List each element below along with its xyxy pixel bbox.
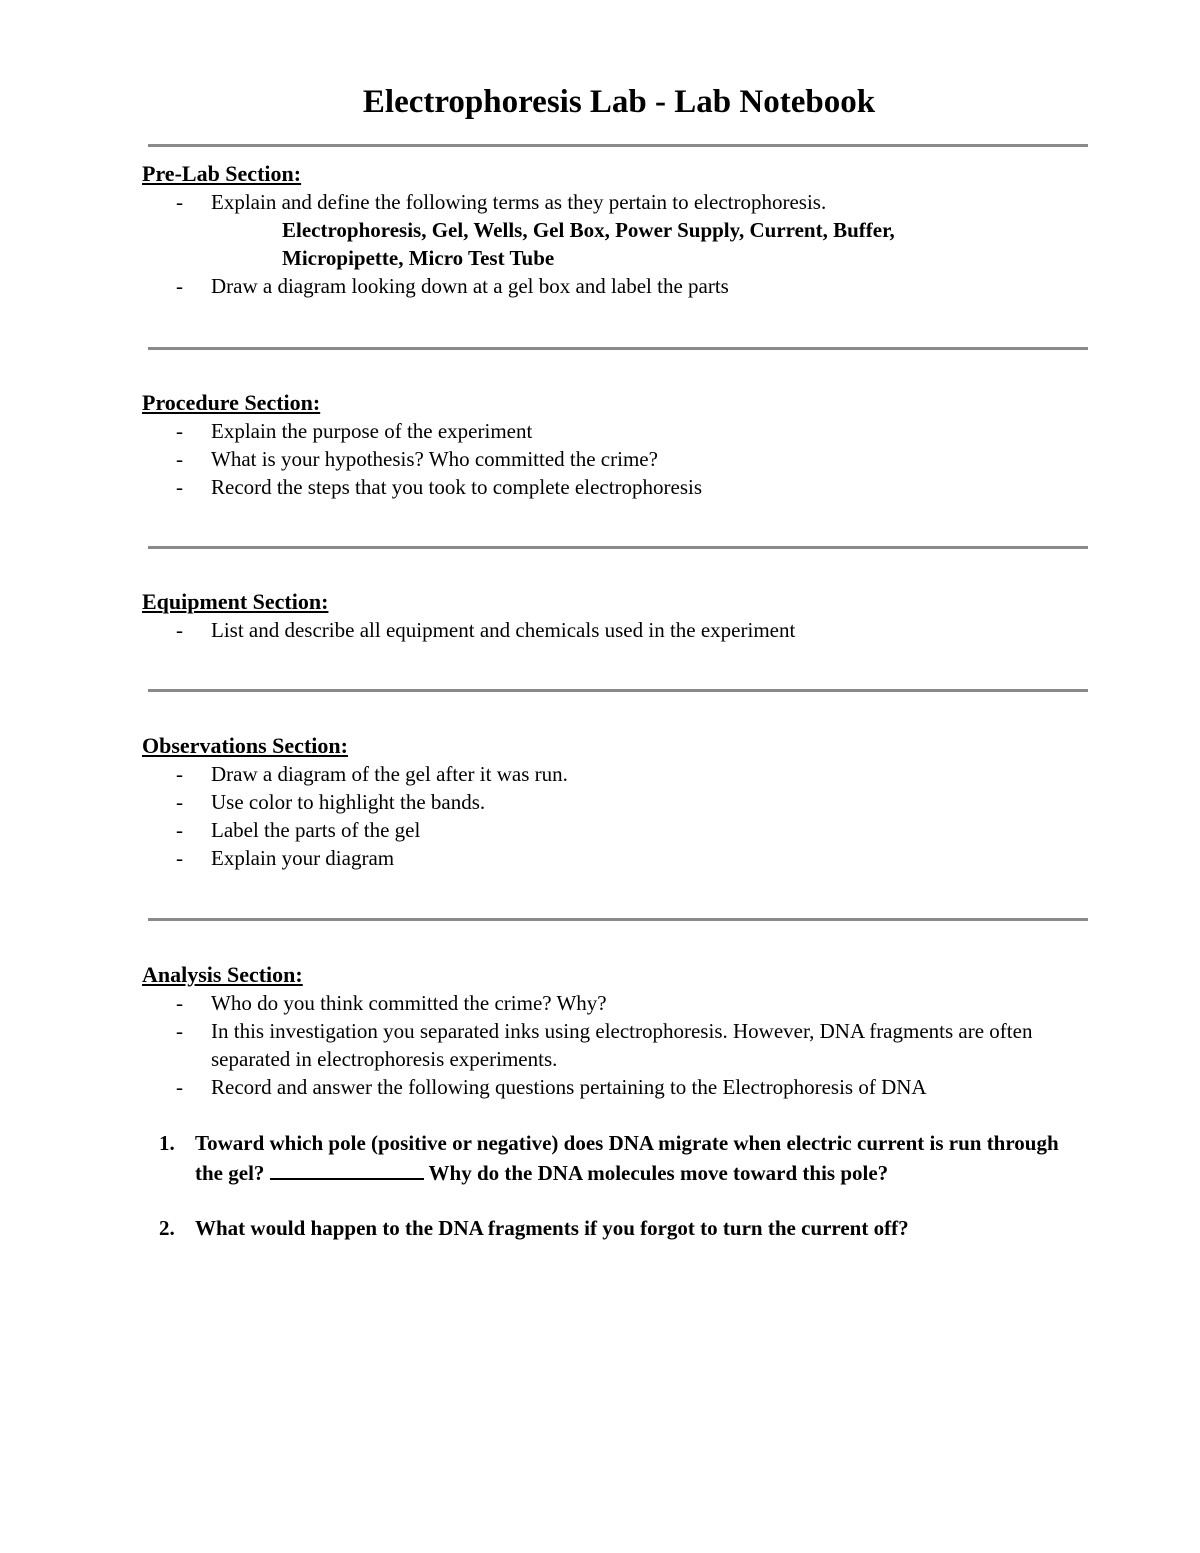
prelab-section <box>142 160 1102 300</box>
list-item: - Explain the purpose of the experiment <box>142 417 1102 445</box>
question-item <box>142 1214 1085 1243</box>
equipment-list <box>142 616 1102 644</box>
observations-heading: Observations Section: <box>142 733 348 758</box>
question-number: 2. <box>159 1216 175 1240</box>
analysis-heading: Analysis Section: <box>142 962 303 987</box>
list-item: - Explain your diagram <box>142 844 1102 872</box>
observations-list <box>142 760 1102 872</box>
list-item: - Who do you think committed the crime? Why? <box>142 989 1087 1017</box>
question-text: What would happen to the DNA fragments if you forgot to turn the current off? <box>195 1216 909 1240</box>
list-item: - What is your hypothesis? Who committed the crime? <box>142 445 1102 473</box>
procedure-heading: Procedure Section: <box>142 390 321 415</box>
question-text: Toward which pole (positive or negative) does DNA migrate when electric current is run through the gel? <box>195 1131 1059 1185</box>
terms-list <box>142 216 1012 272</box>
equipment-heading: Equipment Section: <box>142 589 329 614</box>
terms-line: Electrophoresis, Gel, Wells, Gel Box, Power Supply, Current, Buffer, <box>282 218 895 242</box>
divider <box>148 144 1088 147</box>
divider <box>148 689 1088 692</box>
questions-list <box>142 1129 1102 1243</box>
list-item: - Record the steps that you took to complete electrophoresis <box>142 473 1102 501</box>
list-item: - Record and answer the following questions pertaining to the Electrophoresis of DNA <box>142 1073 1087 1101</box>
procedure-list <box>142 417 1102 501</box>
list-item: - Use color to highlight the bands. <box>142 788 1102 816</box>
prelab-list <box>142 188 1102 216</box>
list-item: - Draw a diagram looking down at a gel box and label the parts <box>142 272 1102 300</box>
list-item: - Explain and define the following terms as they pertain to electrophoresis. <box>142 188 1102 216</box>
procedure-section <box>142 389 1102 501</box>
page-title: Electrophoresis Lab - Lab Notebook <box>362 84 876 120</box>
question-number: 1. <box>159 1131 175 1155</box>
list-item: - List and describe all equipment and chemicals used in the experiment <box>142 616 1102 644</box>
list-item: - In this investigation you separated inks using electrophoresis. However, DNA fragments are often separated in electrophoresis experiments. <box>142 1017 1087 1073</box>
analysis-section <box>142 961 1102 1101</box>
terms-line: Micropipette, Micro Test Tube <box>282 246 555 270</box>
question-item <box>142 1129 1085 1188</box>
divider <box>148 546 1088 549</box>
list-item: - Label the parts of the gel <box>142 816 1102 844</box>
prelab-heading: Pre-Lab Section: <box>142 161 302 186</box>
equipment-section <box>142 588 1102 644</box>
divider <box>148 918 1088 921</box>
question-text: Why do the DNA molecules move toward this pole? <box>428 1161 889 1185</box>
questions-section <box>142 1129 1102 1243</box>
analysis-list <box>142 989 1087 1101</box>
observations-section <box>142 732 1102 872</box>
divider <box>148 347 1088 350</box>
answer-blank <box>270 1158 424 1180</box>
prelab-list-2 <box>142 272 1102 300</box>
list-item: - Draw a diagram of the gel after it was run. <box>142 760 1102 788</box>
